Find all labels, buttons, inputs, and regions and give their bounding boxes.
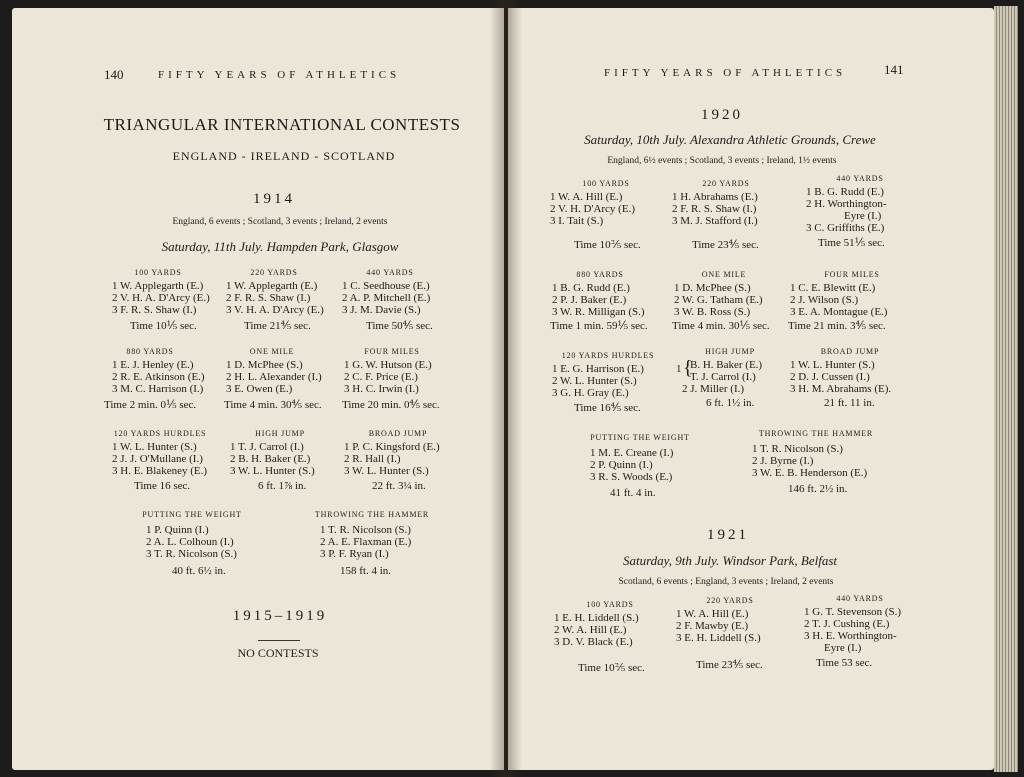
event-result: Time 51⅕ sec. xyxy=(818,237,885,249)
place-3: 3 J. M. Davie (S.) xyxy=(342,304,421,316)
place-3: 3 E. Owen (E.) xyxy=(226,383,293,395)
place-2: 2 A. E. Flaxman (E.) xyxy=(320,536,412,548)
place-3: 3 C. Griffiths (E.) xyxy=(806,222,885,234)
place-2: 2 W. G. Tatham (E.) xyxy=(674,294,763,306)
event-title: 440 YARDS xyxy=(366,268,414,277)
brace-icon: { xyxy=(683,357,693,379)
event-title: 100 YARDS xyxy=(134,268,182,277)
place-3: 3 R. S. Woods (E.) xyxy=(590,471,673,483)
running-head: FIFTY YEARS OF ATHLETICS xyxy=(158,69,401,81)
event-result: Time 16 sec. xyxy=(134,480,191,492)
year-heading: 1920 xyxy=(701,107,743,123)
place-1: 1 P. C. Kingsford (E.) xyxy=(344,441,440,453)
event-result: 40 ft. 6½ in. xyxy=(172,565,226,577)
place-1: 1 W. L. Hunter (S.) xyxy=(790,359,875,371)
place-1: 1 B. G. Rudd (E.) xyxy=(552,282,630,294)
tie-marker: 1 xyxy=(676,363,682,375)
event-title: 880 YARDS xyxy=(576,270,624,279)
event-result: 146 ft. 2½ in. xyxy=(788,483,848,495)
year-heading: 1915–1919 xyxy=(232,608,328,624)
place-1: 1 H. Abrahams (E.) xyxy=(672,191,758,203)
place-3: 3 P. F. Ryan (I.) xyxy=(320,548,389,560)
place-2-cont: Eyre (I.) xyxy=(844,210,882,222)
venue-line: Saturday, 11th July. Hampden Park, Glasgow xyxy=(161,239,399,254)
place-2: 2 P. J. Baker (E.) xyxy=(552,294,627,306)
place-3: 3 T. R. Nicolson (S.) xyxy=(146,548,237,560)
section-title: TRIANGULAR INTERNATIONAL CONTESTS xyxy=(103,115,461,134)
venue-line: Saturday, 10th July. Alexandra Athletic Grounds, Crewe xyxy=(584,132,876,147)
event-title: FOUR MILES xyxy=(364,347,420,356)
place-3: 3 M. C. Harrison (I.) xyxy=(112,383,204,395)
event-title: FOUR MILES xyxy=(824,270,880,279)
place-1: 1 W. Applegarth (E.) xyxy=(112,280,204,292)
event-title: 220 YARDS xyxy=(706,596,754,605)
place-2: 2 P. Quinn (I.) xyxy=(590,459,653,471)
place-2: 2 J. Wilson (S.) xyxy=(790,294,859,306)
place-3: 3 W. B. Ross (S.) xyxy=(674,306,751,318)
place-1: 1 W. A. Hill (E.) xyxy=(676,608,749,620)
place-3: 3 D. V. Black (E.) xyxy=(554,636,633,648)
place-1: 1 C. E. Blewitt (E.) xyxy=(790,282,876,294)
place-1: 1 P. Quinn (I.) xyxy=(146,524,209,536)
score-line: Scotland, 6 events ; England, 3 events ; Ireland, 2 events xyxy=(618,577,834,587)
event-title: THROWING THE HAMMER xyxy=(758,429,874,438)
place-3: 3 H. C. Irwin (I.) xyxy=(344,383,419,395)
event-title: 440 YARDS xyxy=(836,174,884,183)
place-2: 2 C. F. Price (E.) xyxy=(344,371,418,383)
place-1: 1 T. R. Nicolson (S.) xyxy=(320,524,411,536)
score-line: England, 6 events ; Scotland, 3 events ; Ireland, 2 events xyxy=(172,217,388,227)
event-title: PUTTING THE WEIGHT xyxy=(590,433,690,442)
event-title: BROAD JUMP xyxy=(820,347,880,356)
event-result: Time 10⅖ sec. xyxy=(574,239,641,251)
right-page xyxy=(508,8,994,770)
place-3: 3 W. L. Hunter (S.) xyxy=(344,465,429,477)
event-title: 120 YARDS HURDLES xyxy=(113,429,207,438)
event-result: 6 ft. 1½ in. xyxy=(706,397,755,409)
place-2: 2 J. J. O'Mullane (I.) xyxy=(112,453,203,465)
place-1-tie: T. J. Carrol (I.) xyxy=(690,371,756,383)
place-3: 3 F. R. S. Shaw (I.) xyxy=(112,304,197,316)
place-3: 3 V. H. A. D'Arcy (E.) xyxy=(226,304,324,316)
place-2: 2 V. H. A. D'Arcy (E.) xyxy=(112,292,210,304)
event-title: PUTTING THE WEIGHT xyxy=(142,510,242,519)
place-2: 2 T. J. Cushing (E.) xyxy=(804,618,890,630)
place-2: 2 W. A. Hill (E.) xyxy=(554,624,627,636)
place-2: 2 J. Miller (I.) xyxy=(682,383,745,395)
left-page xyxy=(12,8,504,770)
event-title: 100 YARDS xyxy=(582,179,630,188)
event-result: 21 ft. 11 in. xyxy=(824,397,875,409)
place-1: 1 G. W. Hutson (E.) xyxy=(344,359,432,371)
event-title: HIGH JUMP xyxy=(705,347,755,356)
event-result: Time 23⅘ sec. xyxy=(692,239,759,251)
place-1: 1 W. L. Hunter (S.) xyxy=(112,441,197,453)
event-result: Time 10⅕ sec. xyxy=(130,320,197,332)
place-1: 1 G. T. Stevenson (S.) xyxy=(804,606,902,618)
place-1: B. H. Baker (E.) xyxy=(690,359,763,371)
event-title: 120 YARDS HURDLES xyxy=(561,351,655,360)
event-title: 100 YARDS xyxy=(586,600,634,609)
section-subtitle: ENGLAND - IRELAND - SCOTLAND xyxy=(172,149,396,163)
place-2: 2 F. Mawby (E.) xyxy=(676,620,749,632)
place-1: 1 W. A. Hill (E.) xyxy=(550,191,623,203)
event-result: 6 ft. 1⅞ in. xyxy=(258,480,307,492)
event-result: Time 21 min. 3⅘ sec. xyxy=(788,320,886,332)
event-result: Time 21⅘ sec. xyxy=(244,320,311,332)
place-3: 3 W. L. Hunter (S.) xyxy=(230,465,315,477)
place-3: 3 H. E. Worthington- xyxy=(804,630,897,642)
event-title: ONE MILE xyxy=(249,347,295,356)
event-title: 220 YARDS xyxy=(250,268,298,277)
running-head: FIFTY YEARS OF ATHLETICS xyxy=(604,67,847,79)
year-heading: 1914 xyxy=(253,191,295,207)
book-gutter xyxy=(490,0,522,777)
event-result: Time 16⅘ sec. xyxy=(574,402,641,414)
event-title: HIGH JUMP xyxy=(255,429,305,438)
event-title: 440 YARDS xyxy=(836,594,884,603)
page-number: 140 xyxy=(104,67,124,82)
place-2: 2 J. Byrne (I.) xyxy=(752,455,814,467)
place-2: 2 D. J. Cussen (I.) xyxy=(790,371,870,383)
place-2: 2 R. Hall (I.) xyxy=(344,453,401,465)
place-1: 1 T. J. Carrol (I.) xyxy=(230,441,304,453)
year-heading: 1921 xyxy=(707,527,749,543)
event-result: Time 1 min. 59⅕ sec. xyxy=(550,320,648,332)
event-result: Time 4 min. 30⅘ sec. xyxy=(224,399,322,411)
event-result: Time 50⅘ sec. xyxy=(366,320,433,332)
place-3: 3 E. H. Liddell (S.) xyxy=(676,632,761,644)
place-3-cont: Eyre (I.) xyxy=(824,642,862,654)
place-3: 3 G. H. Gray (E.) xyxy=(552,387,629,399)
place-3: 3 I. Tait (S.) xyxy=(550,215,604,227)
place-3: 3 E. A. Montague (E.) xyxy=(790,306,888,318)
venue-line: Saturday, 9th July. Windsor Park, Belfast xyxy=(622,553,838,568)
place-3: 3 H. E. Blakeney (E.) xyxy=(112,465,207,477)
place-3: 3 W. E. B. Henderson (E.) xyxy=(752,467,868,479)
place-3: 3 W. R. Milligan (S.) xyxy=(552,306,645,318)
event-title: BROAD JUMP xyxy=(368,429,428,438)
place-2: 2 A. L. Colhoun (I.) xyxy=(146,536,234,548)
event-title: 880 YARDS xyxy=(126,347,174,356)
event-result: Time 10⅖ sec. xyxy=(578,662,645,674)
place-1: 1 B. G. Rudd (E.) xyxy=(806,186,884,198)
place-1: 1 D. McPhee (S.) xyxy=(226,359,303,371)
place-1: 1 E. J. Henley (E.) xyxy=(112,359,194,371)
place-1: 1 C. Seedhouse (E.) xyxy=(342,280,430,292)
event-title: 220 YARDS xyxy=(702,179,750,188)
page-edges xyxy=(994,6,1018,772)
place-2: 2 F. R. S. Shaw (I.) xyxy=(226,292,311,304)
place-2: 2 H. L. Alexander (I.) xyxy=(226,371,322,383)
event-title: THROWING THE HAMMER xyxy=(314,510,430,519)
place-2: 2 V. H. D'Arcy (E.) xyxy=(550,203,635,215)
place-2: 2 F. R. S. Shaw (I.) xyxy=(672,203,757,215)
place-3: 3 M. J. Stafford (I.) xyxy=(672,215,758,227)
place-2: 2 R. E. Atkinson (E.) xyxy=(112,371,205,383)
place-2: 2 W. L. Hunter (S.) xyxy=(552,375,637,387)
place-1: 1 M. E. Creane (I.) xyxy=(590,447,674,459)
divider-rule xyxy=(258,640,300,641)
event-result: Time 53 sec. xyxy=(816,657,873,669)
place-2: 2 H. Worthington- xyxy=(806,198,887,210)
no-contests-note: NO CONTESTS xyxy=(237,646,319,660)
place-1: 1 E. H. Liddell (S.) xyxy=(554,612,639,624)
place-1: 1 D. McPhee (S.) xyxy=(674,282,751,294)
event-result: Time 4 min. 30⅕ sec. xyxy=(672,320,770,332)
event-result: 158 ft. 4 in. xyxy=(340,565,392,577)
place-3: 3 H. M. Abrahams (E). xyxy=(790,383,892,395)
score-line: England, 6½ events ; Scotland, 3 events ; Ireland, 1½ events xyxy=(607,156,837,166)
place-2: 2 B. H. Baker (E.) xyxy=(230,453,311,465)
event-title: ONE MILE xyxy=(701,270,747,279)
event-result: Time 20 min. 0⅘ sec. xyxy=(342,399,440,411)
place-2: 2 A. P. Mitchell (E.) xyxy=(342,292,431,304)
place-1: 1 W. Applegarth (E.) xyxy=(226,280,318,292)
event-result: Time 23⅘ sec. xyxy=(696,659,763,671)
event-result: 41 ft. 4 in. xyxy=(610,487,656,499)
page-number: 141 xyxy=(884,62,904,77)
event-result: 22 ft. 3¼ in. xyxy=(372,480,426,492)
event-result: Time 2 min. 0⅕ sec. xyxy=(104,399,197,411)
place-1: 1 T. R. Nicolson (S.) xyxy=(752,443,843,455)
place-1: 1 E. G. Harrison (E.) xyxy=(552,363,644,375)
